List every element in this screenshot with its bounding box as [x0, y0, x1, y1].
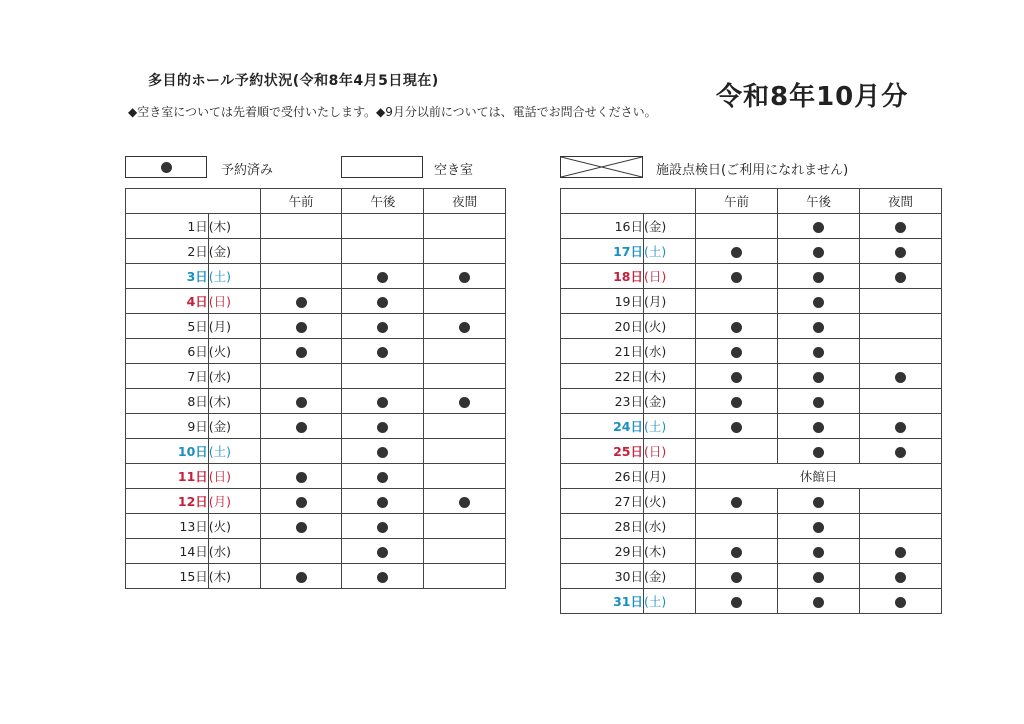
slot-afternoon	[778, 514, 860, 539]
booked-dot-icon	[731, 322, 742, 333]
booked-dot-icon	[813, 247, 824, 258]
weekday-cell: (水)	[644, 339, 696, 364]
day-cell: 24日	[561, 414, 644, 439]
booked-dot-icon	[813, 347, 824, 358]
booked-dot-icon	[161, 162, 172, 173]
slot-morning	[696, 364, 778, 389]
booked-dot-icon	[813, 372, 824, 383]
booked-dot-icon	[895, 547, 906, 558]
closed-day-cell: 休館日	[696, 464, 942, 489]
booked-dot-icon	[377, 347, 388, 358]
slot-night	[424, 364, 506, 389]
weekday-cell: (木)	[208, 564, 260, 589]
slot-night	[424, 314, 506, 339]
slot-afternoon	[778, 289, 860, 314]
slot-afternoon	[342, 264, 424, 289]
header-row	[126, 189, 506, 214]
slot-afternoon	[342, 214, 424, 239]
day-cell: 16日	[561, 214, 644, 239]
booked-dot-icon	[731, 597, 742, 608]
slot-morning	[696, 489, 778, 514]
slot-night	[860, 264, 942, 289]
weekday-cell: (土)	[208, 264, 260, 289]
table-row	[561, 214, 942, 239]
slot-night	[424, 464, 506, 489]
legend-vacant-box	[341, 156, 423, 178]
slot-morning	[696, 339, 778, 364]
booked-dot-icon	[813, 522, 824, 533]
slot-night	[860, 239, 942, 264]
day-cell: 5日	[126, 314, 209, 339]
slot-morning	[260, 364, 342, 389]
booked-dot-icon	[813, 572, 824, 583]
day-cell: 9日	[126, 414, 209, 439]
legend-booked-box	[125, 156, 207, 178]
slot-night	[424, 289, 506, 314]
booked-dot-icon	[731, 272, 742, 283]
day-cell: 22日	[561, 364, 644, 389]
booked-dot-icon	[731, 397, 742, 408]
slot-morning	[696, 214, 778, 239]
legend-vacant-label: 空き室	[434, 163, 474, 178]
booked-dot-icon	[731, 422, 742, 433]
day-cell: 14日	[126, 539, 209, 564]
slot-morning	[260, 489, 342, 514]
slot-morning	[260, 439, 342, 464]
day-cell: 2日	[126, 239, 209, 264]
booked-dot-icon	[296, 297, 307, 308]
slot-morning	[696, 389, 778, 414]
booked-dot-icon	[895, 222, 906, 233]
slot-morning	[696, 539, 778, 564]
slot-afternoon	[342, 514, 424, 539]
slot-afternoon	[342, 339, 424, 364]
table-row	[561, 289, 942, 314]
day-cell: 15日	[126, 564, 209, 589]
col-afternoon: 午後	[342, 189, 424, 214]
slot-afternoon	[342, 564, 424, 589]
slot-afternoon	[342, 314, 424, 339]
weekday-cell: (金)	[644, 389, 696, 414]
booked-dot-icon	[813, 447, 824, 458]
reservation-note: ◆空き室については先着順で受付いたします。◆9月分以前については、電話でお問合せください。	[128, 105, 657, 119]
weekday-cell: (火)	[644, 489, 696, 514]
day-cell: 4日	[126, 289, 209, 314]
booked-dot-icon	[459, 397, 470, 408]
slot-morning	[260, 539, 342, 564]
slot-night	[424, 564, 506, 589]
cross-icon	[561, 157, 642, 177]
booked-dot-icon	[459, 272, 470, 283]
booked-dot-icon	[296, 497, 307, 508]
slot-morning	[260, 264, 342, 289]
slot-afternoon	[778, 214, 860, 239]
weekday-cell: (木)	[644, 364, 696, 389]
booked-dot-icon	[813, 547, 824, 558]
day-cell: 27日	[561, 489, 644, 514]
slot-afternoon	[342, 539, 424, 564]
day-cell: 6日	[126, 339, 209, 364]
booked-dot-icon	[296, 472, 307, 483]
booked-dot-icon	[895, 447, 906, 458]
weekday-cell: (日)	[644, 439, 696, 464]
day-cell: 26日	[561, 464, 644, 489]
day-cell: 19日	[561, 289, 644, 314]
weekday-cell: (金)	[644, 214, 696, 239]
table-row	[561, 339, 942, 364]
slot-afternoon	[778, 564, 860, 589]
slot-afternoon	[778, 439, 860, 464]
table-row	[126, 514, 506, 539]
booked-dot-icon	[296, 522, 307, 533]
slot-afternoon	[778, 239, 860, 264]
slot-morning	[696, 314, 778, 339]
booked-dot-icon	[813, 297, 824, 308]
slot-afternoon	[778, 339, 860, 364]
booked-dot-icon	[377, 472, 388, 483]
table-row	[126, 489, 506, 514]
table-row	[561, 389, 942, 414]
booked-dot-icon	[296, 422, 307, 433]
col-night: 夜間	[424, 189, 506, 214]
slot-night	[860, 514, 942, 539]
weekday-cell: (日)	[208, 464, 260, 489]
slot-morning	[696, 264, 778, 289]
booked-dot-icon	[377, 272, 388, 283]
slot-night	[424, 439, 506, 464]
slot-night	[860, 339, 942, 364]
slot-afternoon	[778, 364, 860, 389]
booked-dot-icon	[813, 422, 824, 433]
booked-dot-icon	[296, 322, 307, 333]
slot-morning	[696, 514, 778, 539]
booked-dot-icon	[731, 247, 742, 258]
booked-dot-icon	[813, 322, 824, 333]
slot-night	[424, 339, 506, 364]
booked-dot-icon	[731, 372, 742, 383]
booked-dot-icon	[296, 347, 307, 358]
day-cell: 30日	[561, 564, 644, 589]
day-cell: 21日	[561, 339, 644, 364]
col-afternoon: 午後	[778, 189, 860, 214]
slot-afternoon	[342, 389, 424, 414]
slot-afternoon	[778, 414, 860, 439]
slot-night	[424, 264, 506, 289]
weekday-cell: (木)	[644, 539, 696, 564]
weekday-cell: (金)	[208, 239, 260, 264]
table-row	[561, 264, 942, 289]
weekday-cell: (月)	[644, 289, 696, 314]
slot-night	[424, 539, 506, 564]
slot-night	[860, 314, 942, 339]
table-row	[561, 539, 942, 564]
booked-dot-icon	[895, 372, 906, 383]
day-cell: 23日	[561, 389, 644, 414]
slot-afternoon	[778, 314, 860, 339]
slot-night	[860, 289, 942, 314]
calendar-table-left	[125, 188, 506, 589]
table-row	[126, 439, 506, 464]
booked-dot-icon	[377, 547, 388, 558]
booked-dot-icon	[377, 572, 388, 583]
weekday-cell: (火)	[644, 314, 696, 339]
booked-dot-icon	[459, 497, 470, 508]
weekday-cell: (月)	[208, 489, 260, 514]
day-cell: 31日	[561, 589, 644, 614]
day-cell: 13日	[126, 514, 209, 539]
slot-afternoon	[778, 489, 860, 514]
slot-night	[860, 389, 942, 414]
booked-dot-icon	[377, 522, 388, 533]
slot-morning	[260, 389, 342, 414]
slot-night	[860, 364, 942, 389]
booked-dot-icon	[813, 222, 824, 233]
slot-morning	[696, 239, 778, 264]
table-row	[561, 589, 942, 614]
slot-afternoon	[778, 264, 860, 289]
day-cell: 8日	[126, 389, 209, 414]
slot-night	[424, 414, 506, 439]
slot-morning	[260, 464, 342, 489]
booked-dot-icon	[459, 322, 470, 333]
weekday-cell: (月)	[208, 314, 260, 339]
slot-morning	[260, 214, 342, 239]
table-row	[126, 314, 506, 339]
booked-dot-icon	[813, 497, 824, 508]
table-row	[126, 264, 506, 289]
slot-morning	[696, 289, 778, 314]
col-morning: 午前	[260, 189, 342, 214]
weekday-cell: (金)	[208, 414, 260, 439]
weekday-cell: (火)	[208, 339, 260, 364]
table-row	[561, 314, 942, 339]
table-row	[126, 289, 506, 314]
table-row	[126, 539, 506, 564]
day-cell: 17日	[561, 239, 644, 264]
booked-dot-icon	[731, 497, 742, 508]
slot-night	[424, 389, 506, 414]
table-row	[561, 439, 942, 464]
slot-morning	[260, 314, 342, 339]
slot-night	[860, 489, 942, 514]
slot-night	[860, 589, 942, 614]
table-row	[126, 364, 506, 389]
slot-night	[860, 439, 942, 464]
slot-afternoon	[342, 464, 424, 489]
booked-dot-icon	[731, 547, 742, 558]
weekday-cell: (月)	[644, 464, 696, 489]
table-row	[126, 339, 506, 364]
month-heading: 令和8年10月分	[716, 82, 909, 112]
slot-night	[860, 564, 942, 589]
day-cell: 28日	[561, 514, 644, 539]
booked-dot-icon	[731, 347, 742, 358]
day-cell: 11日	[126, 464, 209, 489]
weekday-cell: (金)	[644, 564, 696, 589]
weekday-cell: (日)	[208, 289, 260, 314]
weekday-cell: (木)	[208, 389, 260, 414]
table-row	[561, 489, 942, 514]
slot-morning	[260, 414, 342, 439]
day-cell: 10日	[126, 439, 209, 464]
header-row	[561, 189, 942, 214]
legend-inspection-box	[560, 156, 643, 178]
col-morning: 午前	[696, 189, 778, 214]
page-title: 多目的ホール予約状況(令和8年4月5日現在)	[148, 73, 439, 89]
slot-morning	[260, 239, 342, 264]
booked-dot-icon	[813, 397, 824, 408]
table-row	[561, 414, 942, 439]
slot-afternoon	[342, 239, 424, 264]
table-row	[561, 464, 942, 489]
slot-morning	[260, 564, 342, 589]
weekday-cell: (土)	[644, 589, 696, 614]
day-cell: 3日	[126, 264, 209, 289]
table-row	[561, 239, 942, 264]
weekday-cell: (水)	[208, 539, 260, 564]
weekday-cell: (土)	[644, 239, 696, 264]
slot-afternoon	[342, 289, 424, 314]
legend-booked-label: 予約済み	[221, 163, 274, 178]
weekday-cell: (水)	[208, 364, 260, 389]
day-cell: 18日	[561, 264, 644, 289]
table-row	[561, 564, 942, 589]
booked-dot-icon	[813, 597, 824, 608]
day-cell: 7日	[126, 364, 209, 389]
slot-afternoon	[778, 539, 860, 564]
weekday-cell: (日)	[644, 264, 696, 289]
booked-dot-icon	[895, 247, 906, 258]
table-row	[126, 464, 506, 489]
slot-night	[860, 214, 942, 239]
booked-dot-icon	[296, 397, 307, 408]
slot-afternoon	[342, 414, 424, 439]
slot-night	[424, 489, 506, 514]
booked-dot-icon	[731, 572, 742, 583]
day-cell: 12日	[126, 489, 209, 514]
table-row	[126, 389, 506, 414]
booked-dot-icon	[377, 397, 388, 408]
booked-dot-icon	[813, 272, 824, 283]
calendar-table-right	[560, 188, 942, 614]
slot-morning	[696, 439, 778, 464]
weekday-cell: (木)	[208, 214, 260, 239]
table-row	[126, 564, 506, 589]
booked-dot-icon	[895, 422, 906, 433]
booked-dot-icon	[377, 322, 388, 333]
booked-dot-icon	[377, 447, 388, 458]
booked-dot-icon	[895, 272, 906, 283]
day-cell: 1日	[126, 214, 209, 239]
table-row	[561, 514, 942, 539]
slot-afternoon	[778, 589, 860, 614]
booked-dot-icon	[377, 297, 388, 308]
header-blank	[561, 189, 696, 214]
day-cell: 25日	[561, 439, 644, 464]
table-row	[126, 214, 506, 239]
day-cell: 20日	[561, 314, 644, 339]
slot-afternoon	[778, 389, 860, 414]
day-cell: 29日	[561, 539, 644, 564]
booked-dot-icon	[296, 572, 307, 583]
booked-dot-icon	[895, 597, 906, 608]
booked-dot-icon	[377, 497, 388, 508]
col-night: 夜間	[860, 189, 942, 214]
slot-morning	[696, 589, 778, 614]
weekday-cell: (土)	[644, 414, 696, 439]
table-row	[126, 239, 506, 264]
slot-night	[424, 214, 506, 239]
slot-night	[424, 514, 506, 539]
slot-morning	[696, 414, 778, 439]
booked-dot-icon	[895, 572, 906, 583]
slot-afternoon	[342, 364, 424, 389]
slot-morning	[260, 289, 342, 314]
legend-inspection-label: 施設点検日(ご利用になれません)	[656, 163, 849, 178]
table-row	[126, 414, 506, 439]
booked-dot-icon	[377, 422, 388, 433]
slot-night	[860, 414, 942, 439]
slot-night	[424, 239, 506, 264]
weekday-cell: (火)	[208, 514, 260, 539]
weekday-cell: (土)	[208, 439, 260, 464]
slot-morning	[696, 564, 778, 589]
header-blank	[126, 189, 261, 214]
slot-afternoon	[342, 489, 424, 514]
slot-night	[860, 539, 942, 564]
table-row	[561, 364, 942, 389]
slot-morning	[260, 339, 342, 364]
slot-morning	[260, 514, 342, 539]
slot-afternoon	[342, 439, 424, 464]
weekday-cell: (水)	[644, 514, 696, 539]
